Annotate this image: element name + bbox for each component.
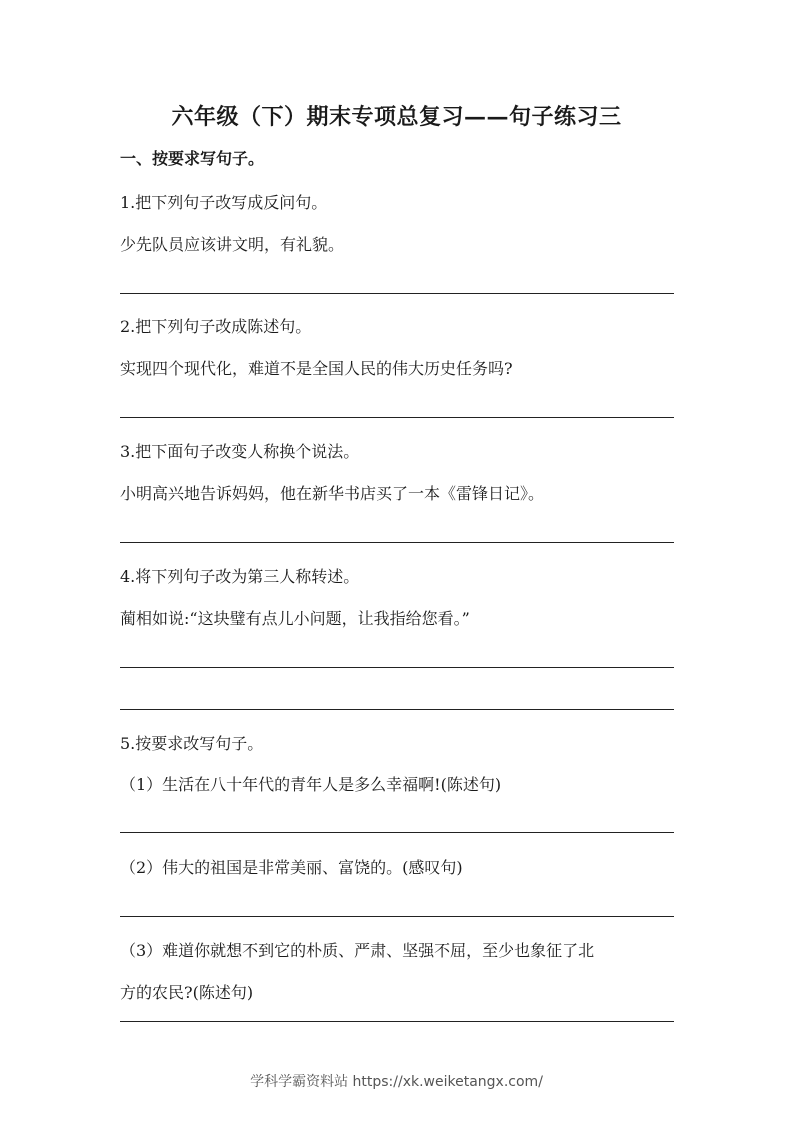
question-1-answer-line[interactable] — [120, 293, 674, 294]
question-5-item-2-answer-line[interactable] — [120, 916, 674, 917]
page-title: 六年级（下）期末专项总复习——句子练习三 — [171, 104, 622, 130]
question-2-prompt: 2.把下列句子改成陈述句。 — [120, 317, 312, 336]
question-5-item-2: （2）伟大的祖国是非常美丽、富饶的。(感叹句) — [120, 858, 463, 877]
question-3-answer-line[interactable] — [120, 542, 674, 543]
question-5-item-1-answer-line[interactable] — [120, 832, 674, 833]
question-2-answer-line[interactable] — [120, 417, 674, 418]
question-4-answer-line-1[interactable] — [120, 667, 674, 668]
question-3-sentence: 小明高兴地告诉妈妈，他在新华书店买了一本《雷锋日记》。 — [120, 484, 545, 503]
question-4-answer-line-2[interactable] — [120, 709, 674, 710]
section-heading: 一、按要求写句子。 — [120, 149, 265, 168]
question-4-prompt: 4.将下列句子改为第三人称转述。 — [120, 567, 360, 586]
question-4-sentence: 蔺相如说:“这块璧有点儿小问题，让我指给您看。” — [120, 609, 470, 628]
question-5-item-3: （3）难道你就想不到它的朴质、严肃、坚强不屈，至少也象征了北 — [120, 941, 595, 960]
question-3-prompt: 3.把下面句子改变人称换个说法。 — [120, 442, 360, 461]
question-5-item-3-continued: 方的农民?(陈述句) — [120, 983, 254, 1002]
footer-watermark: 学科学霸资料站 https://xk.weiketangx.com/ — [250, 1074, 543, 1090]
question-5-prompt: 5.按要求改写句子。 — [120, 734, 264, 753]
question-1-sentence: 少先队员应该讲文明，有礼貌。 — [120, 235, 345, 254]
question-1-prompt: 1.把下列句子改写成反问句。 — [120, 193, 328, 212]
question-5-item-1: （1）生活在八十年代的青年人是多么幸福啊!(陈述句) — [120, 775, 502, 794]
question-2-sentence: 实现四个现代化，难道不是全国人民的伟大历史任务吗? — [120, 359, 513, 378]
question-5-item-3-answer-line[interactable] — [120, 1021, 674, 1022]
